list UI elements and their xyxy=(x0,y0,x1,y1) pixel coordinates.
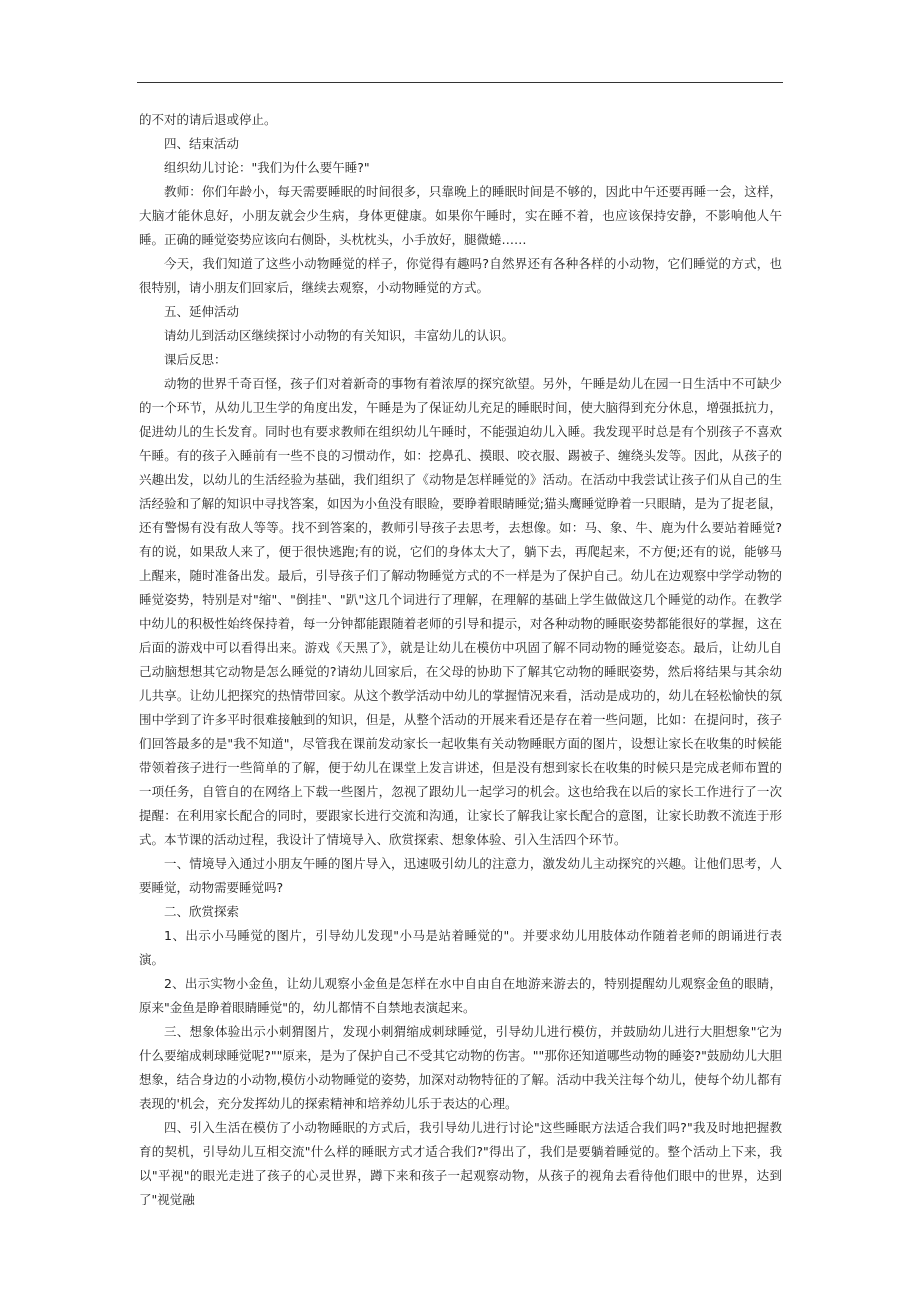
header-rule xyxy=(137,82,783,83)
document-body xyxy=(139,108,782,1212)
paragraph: 一、情境导入通过小朋友午睡的图片导入，迅速吸引幼儿的注意力，激发幼儿主动探究的兴趣。让他们思考，人要睡觉，动物需要睡觉吗? xyxy=(139,856,782,895)
paragraph: 四、引入生活在模仿了小动物睡眠的方式后，我引导幼儿进行讨论"这些睡眠方法适合我们吗?"我及时地把握教育的契机，引导幼儿互相交流"什么样的睡眠方式才适合我们?"得出了，我们是要躺着睡觉的。整个活动上下来，我以"平视"的眼光走进了孩子的心灵世界，蹲下来和孩子一起观察动物，从孩子的视角去看待他们眼中的世界，达到了"视觉融 xyxy=(139,1120,782,1207)
paragraph: 1、出示小马睡觉的图片，引导幼儿发现"小马是站着睡觉的"。并要求幼儿用肢体动作随着老师的朗诵进行表演。 xyxy=(139,928,782,967)
paragraph: 的不对的请后退或停止。 xyxy=(139,112,277,127)
paragraph: 动物的世界千奇百怪，孩子们对着新奇的事物有着浓厚的探究欲望。另外，午睡是幼儿在园一日生活中不可缺少的一个环节，从幼儿卫生学的角度出发，午睡是为了保证幼儿充足的睡眠时间，使大脑得到充分休息，增强抵抗力，促进幼儿的生长发育。同时也有要求教师在组织幼儿午睡时，不能强迫幼儿入睡。我发现平时总是有个别孩子不喜欢午睡。有的孩子入睡前有一些不良的习惯动作，如：挖鼻孔、摸眼、咬衣服、踢被子、缠绕头发等。因此，从孩子的兴趣出发，以幼儿的生活经验为基础，我们组织了《动物是怎样睡觉的》活动。在活动中我尝试让孩子们从自己的生活经验和了解的知识中寻找答案，如因为小鱼没有眼睑，要睁着眼睛睡觉;猫头鹰睡觉睁着一只眼睛，是为了捉老鼠，还有警惕有没有敌人等等。找不到答案的，教师引导孩子去思考，去想像。如：马、象、牛、鹿为什么要站着睡觉?有的说，如果敌人来了，便于很快逃跑;有的说，它们的身体太大了，躺下去，再爬起来，不方便;还有的说，能够马上醒来，随时准备出发。最后，引导孩子们了解动物睡觉方式的不一样是为了保护自己。幼儿在边观察中学学动物的睡觉姿势，特别是对"缩"、"倒挂"、"趴"这几个词进行了理解，在理解的基础上学生做做这几个睡觉的动作。在教学中幼儿的积极性始终保持着，每一分钟都能跟随着老师的引导和提示，对各种动物的睡眠姿势都能很好的掌握，这在后面的游戏中可以看得出来。游戏《天黑了》，就是让幼儿在模仿中巩固了解不同动物的睡觉姿态。最后，让幼儿自己动脑想想其它动物是怎么睡觉的?请幼儿回家后，在父母的协助下了解其它动物的睡眠姿势，然后将结果与其余幼儿共享。让幼儿把探究的热情带回家。从这个教学活动中幼儿的掌握情况来看，活动是成功的，幼儿在轻松愉快的氛围中学到了许多平时很难接触到的知识，但是，从整个活动的开展来看还是存在着一些问题，比如：在提问时，孩子们回答最多的是"我不知道"，尽管我在课前发动家长一起收集有关动物睡眠方面的图片，设想让家长在收集的时候能带领着孩子进行一些简单的了解，便于幼儿在课堂上发言讲述，但是没有想到家长在收集的时候只是完成老师布置的一项任务，自管自的在网络上下载一些图片，忽视了跟幼儿一起学习的机会。这也给我在以后的家长工作进行了一次提醒：在利用家长配合的同时，要跟家长进行交流和沟通，让家长了解我让家长配合的意图，让家长助教不流连于形式。本节课的活动过程，我设计了情境导入、欣赏探索、想象体验、引入生活四个环节。 xyxy=(139,376,782,847)
paragraph: 2、出示实物小金鱼，让幼儿观察小金鱼是怎样在水中自由自在地游来游去的，特别提醒幼儿观察金鱼的眼睛，原来"金鱼是睁着眼睛睡觉"的，幼儿都情不自禁地表演起来。 xyxy=(139,976,782,1015)
paragraph: 课后反思： xyxy=(164,352,227,367)
paragraph: 三、想象体验出示小刺猬图片，发现小刺猬缩成刺球睡觉，引导幼儿进行模仿，并鼓励幼儿进行大胆想象"它为什么要缩成刺球睡觉呢?""原来，是为了保护自己不受其它动物的伤害。""那你还知道哪些动物的睡姿?"鼓励幼儿大胆想象，结合身边的小动物,模仿小动物睡觉的姿势，加深对动物特征的了解。活动中我关注每个幼儿，使每个幼儿都有表现的'机会，充分发挥幼儿的探索精神和培养幼儿乐于表达的心理。 xyxy=(139,1024,782,1111)
paragraph: 教师：你们年龄小，每天需要睡眠的时间很多，只靠晚上的睡眠时间是不够的，因此中午还要再睡一会，这样，大脑才能休息好，小朋友就会少生病，身体更健康。如果你午睡时，实在睡不着，也应该保持安静，不影响他人午睡。正确的睡觉姿势应该向右侧卧，头枕枕头，小手放好，腿微蜷…… xyxy=(139,184,782,247)
paragraph: 四、结束活动 xyxy=(164,136,240,151)
paragraph: 请幼儿到活动区继续探讨小动物的有关知识，丰富幼儿的认识。 xyxy=(164,328,515,343)
paragraph: 二、欣赏探索 xyxy=(164,904,240,919)
paragraph: 今天，我们知道了这些小动物睡觉的样子，你觉得有趣吗?自然界还有各种各样的小动物，它们睡觉的方式，也很特别，请小朋友们回家后，继续去观察，小动物睡觉的方式。 xyxy=(139,256,782,295)
paragraph: 五、延伸活动 xyxy=(164,304,240,319)
paragraph: 组织幼儿讨论："我们为什么要午睡?" xyxy=(164,160,370,175)
